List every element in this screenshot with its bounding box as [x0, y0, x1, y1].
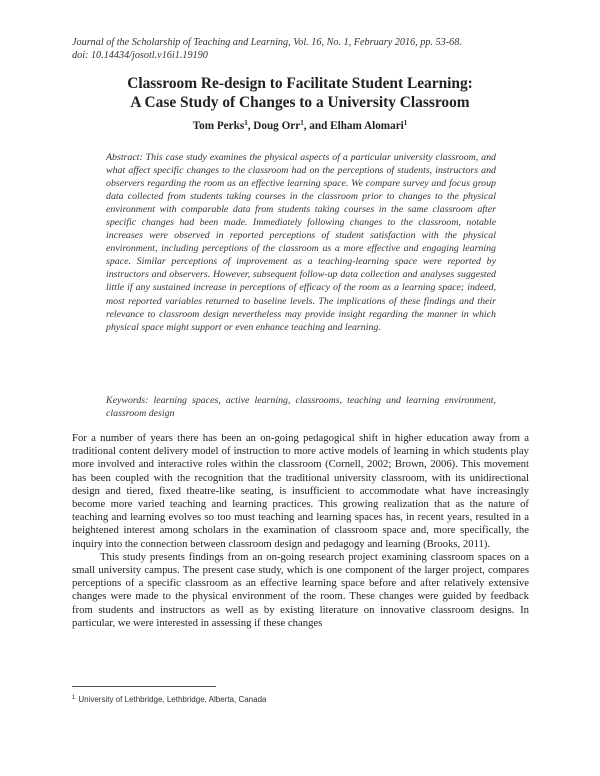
title-line-1: Classroom Re-design to Facilitate Student Learning:: [127, 75, 473, 92]
footnote-divider: [72, 686, 216, 687]
abstract: Abstract: This case study examines the physical aspects of a particular university classroom, and what affect specific changes to the classroom had on the perceptions of students, instructors and observers regarding the room as an effective learning space. We compare survey and focus group data collected from students taking courses in the classroom prior to changes to the physical environment with comparable data from students taking courses in the same classroom after specific changes had been made. Immediately following changes to the classroom, notable increases were observed in reported perceptions of student satisfaction with the physical environment, including perceptions of the classroom as a more effective and engaging learning space. Similar perceptions of improvement as a teaching-learning space were reported by instructors and observers. However, subsequent follow-up data collection and analyses suggested little if any sustained increase in perceptions of efficacy of the room as a learning space; indeed, most reported variables returned to baseline levels. The implications of these findings and their relevance to classroom design nevertheless may provide insight regarding the manner in which physical space might support or even enhance teaching and learning.: [106, 152, 496, 333]
affiliation-mark: 1: [403, 119, 408, 127]
title-line-2: A Case Study of Changes to a University Classroom: [130, 94, 470, 111]
doi-line: doi: 10.14434/josotl.v16i1.19190: [72, 50, 208, 61]
author-name: Elham Alomari: [330, 120, 404, 132]
author-separator: ,: [247, 120, 254, 132]
affiliation-mark: 1: [300, 119, 304, 127]
author-list: [60, 119, 540, 133]
author-name: Doug Orr: [253, 120, 301, 132]
author-name: Tom Perks: [192, 120, 245, 132]
running-header: [72, 36, 542, 62]
footnote-text: University of Lethbridge, Lethbridge, Alberta, Canada: [78, 695, 267, 704]
journal-citation: Journal of the Scholarship of Teaching and Learning, Vol. 16, No. 1, February 2016, pp. 53-68.: [72, 37, 462, 48]
body-paragraph: This study presents findings from an on-going research project examining classroom spaces on a small university campus. The present case study, which is one component of the larger project, compares perceptions of a specific classroom as an effective learning space before and after relatively extensive changes were made to the physical environment of the room. These changes were guided by feedback from students and instructors as well as by existing literature on innovative classroom designs. In particular, we were interested in assessing if these changes: [72, 550, 529, 629]
footnote: [72, 694, 532, 705]
body-text: [72, 432, 529, 630]
footnote-mark: 1: [72, 695, 76, 701]
article-title: [60, 74, 540, 112]
keywords: Keywords: learning spaces, active learning, classrooms, teaching and learning environment, classroom design: [106, 395, 496, 419]
body-paragraph: For a number of years there has been an on-going pedagogical shift in higher education away from a traditional content delivery model of instruction to more active models of learning in which students play more involved and interactive roles within the classroom (Cornell, 2002; Brown, 2006). This movement has been coupled with the recognition that the traditional university classroom, with its unidirectional design and tiered, fixed theatre-like seating, is insufficient to accommodate what have increasingly become more varied teaching and learning practices. This growing realization that as the nature of teaching and learning evolves so too must teaching and learning spaces has, in recent years, resulted in a heightened interest among scholars in the examination of classroom space and, more specifically, the inquiry into the connection between classroom design and pedagogy and learning (Brooks, 2011).: [72, 432, 529, 550]
affiliation-mark: 1: [244, 119, 248, 127]
author-separator: , and: [303, 120, 331, 132]
